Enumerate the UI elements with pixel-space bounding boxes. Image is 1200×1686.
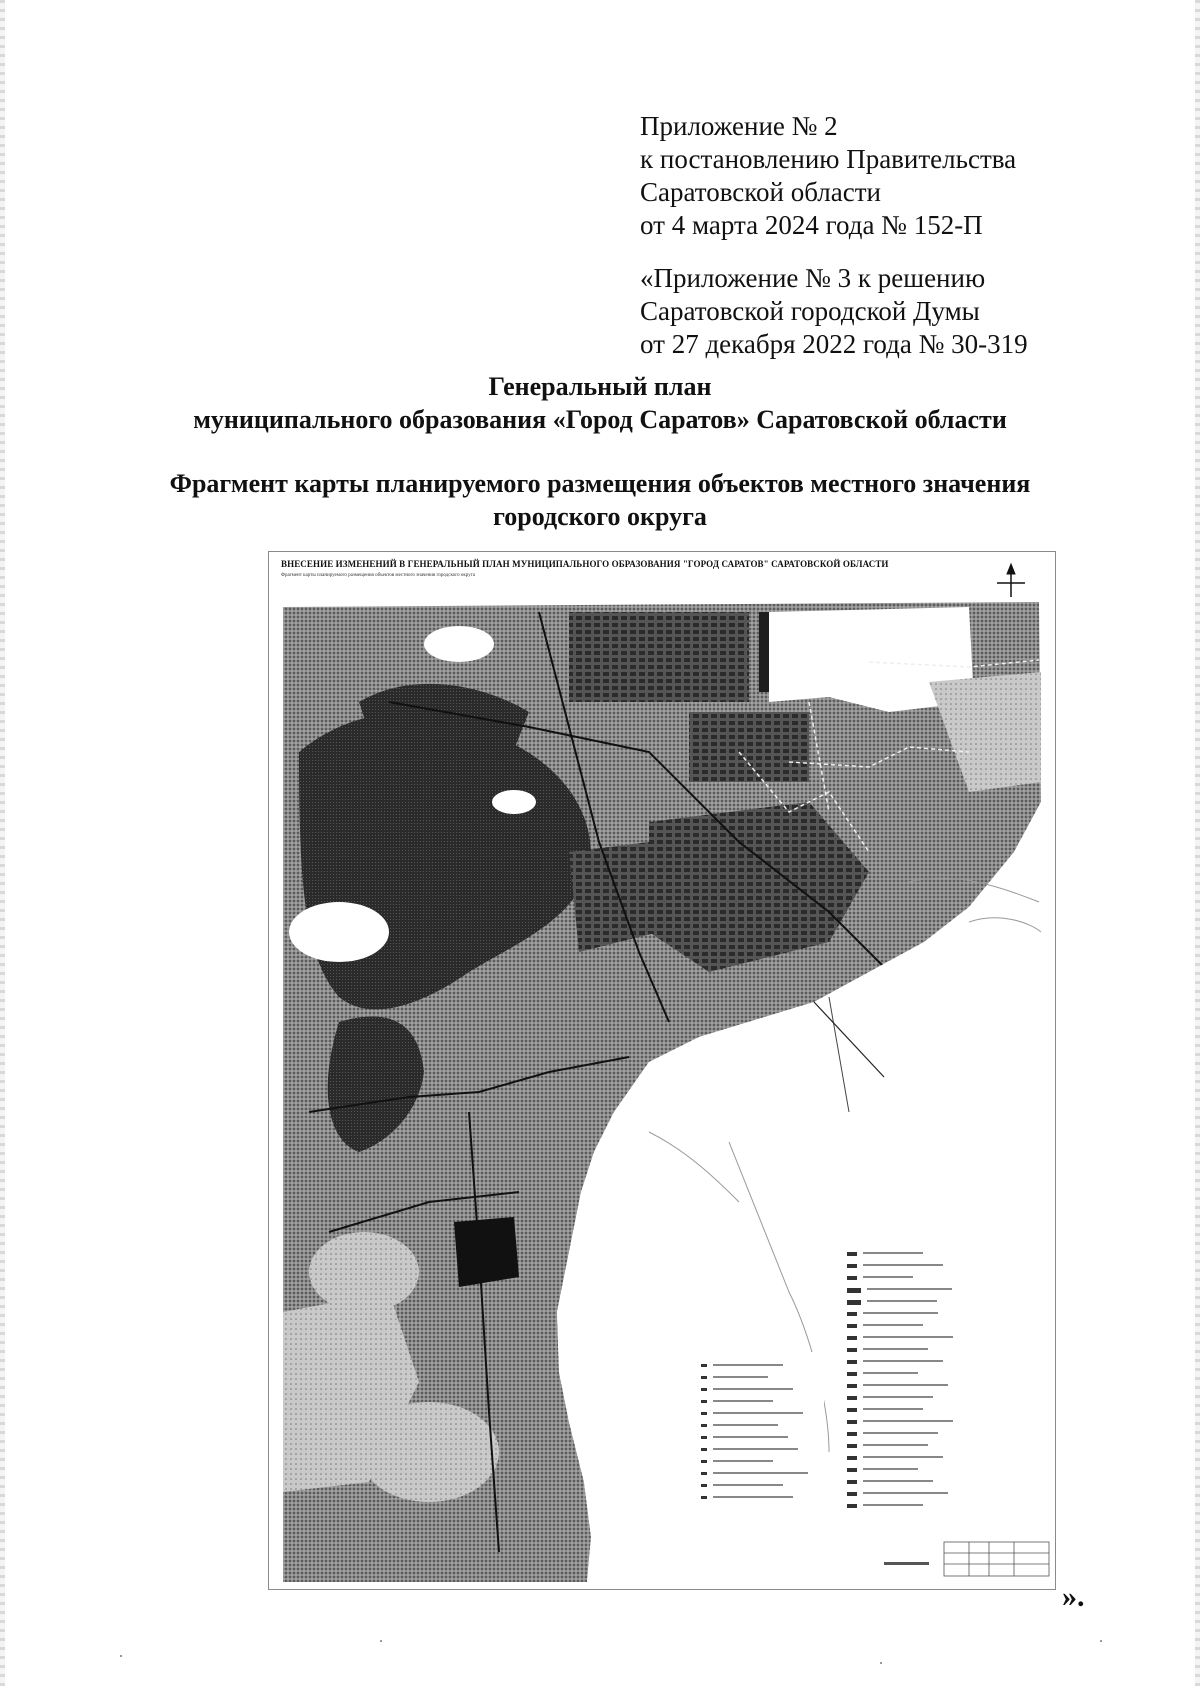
- scan-speck: [380, 1640, 382, 1642]
- scale-bar: [884, 1562, 929, 1565]
- appendix-spacer: [640, 242, 1160, 262]
- scan-speck: [880, 1662, 882, 1664]
- appendix-line: к постановлению Правительства: [640, 144, 1017, 174]
- document-title: [0, 370, 1200, 436]
- closing-quote-mark: ».: [1062, 1580, 1085, 1613]
- north-arrow-icon: [997, 564, 1025, 597]
- quoted-appendix-line: Саратовской городской Думы: [640, 296, 980, 326]
- document-title-line: муниципального образования «Город Саратов» Саратовской области: [193, 405, 1007, 434]
- appendix-line: Приложение № 2: [640, 111, 838, 141]
- map-caption: [0, 467, 1200, 533]
- scan-edge-right: [1195, 0, 1200, 1686]
- scan-edge-left: [0, 0, 5, 1686]
- quoted-appendix-line: «Приложение № 3 к решению: [640, 263, 986, 293]
- map-title: ВНЕСЕНИЕ ИЗМЕНЕНИЙ В ГЕНЕРАЛЬНЫЙ ПЛАН МУНИЦИПАЛЬНОГО ОБРАЗОВАНИЯ "ГОРОД САРАТОВ" САРАТОВСКОЙ ОБЛАСТИ: [281, 559, 889, 569]
- appendix-header: [640, 110, 1160, 361]
- map-caption-line: городского округа: [493, 502, 707, 531]
- appendix-line: Саратовской области: [640, 177, 881, 207]
- map-subtitle: Фрагмент карты планируемого размещения объектов местного значения городского округа: [281, 573, 476, 578]
- master-plan-map: [268, 551, 1056, 1590]
- quoted-appendix-line: от 27 декабря 2022 года № 30-319: [640, 329, 1028, 359]
- document-title-line: Генеральный план: [488, 372, 712, 401]
- scan-speck: [120, 1655, 122, 1657]
- appendix-line: от 4 марта 2024 года № 152-П: [640, 210, 983, 240]
- map-graphic: [269, 552, 1055, 1589]
- map-caption-line: Фрагмент карты планируемого размещения объектов местного значения: [169, 469, 1031, 498]
- scan-speck: [1100, 1640, 1102, 1642]
